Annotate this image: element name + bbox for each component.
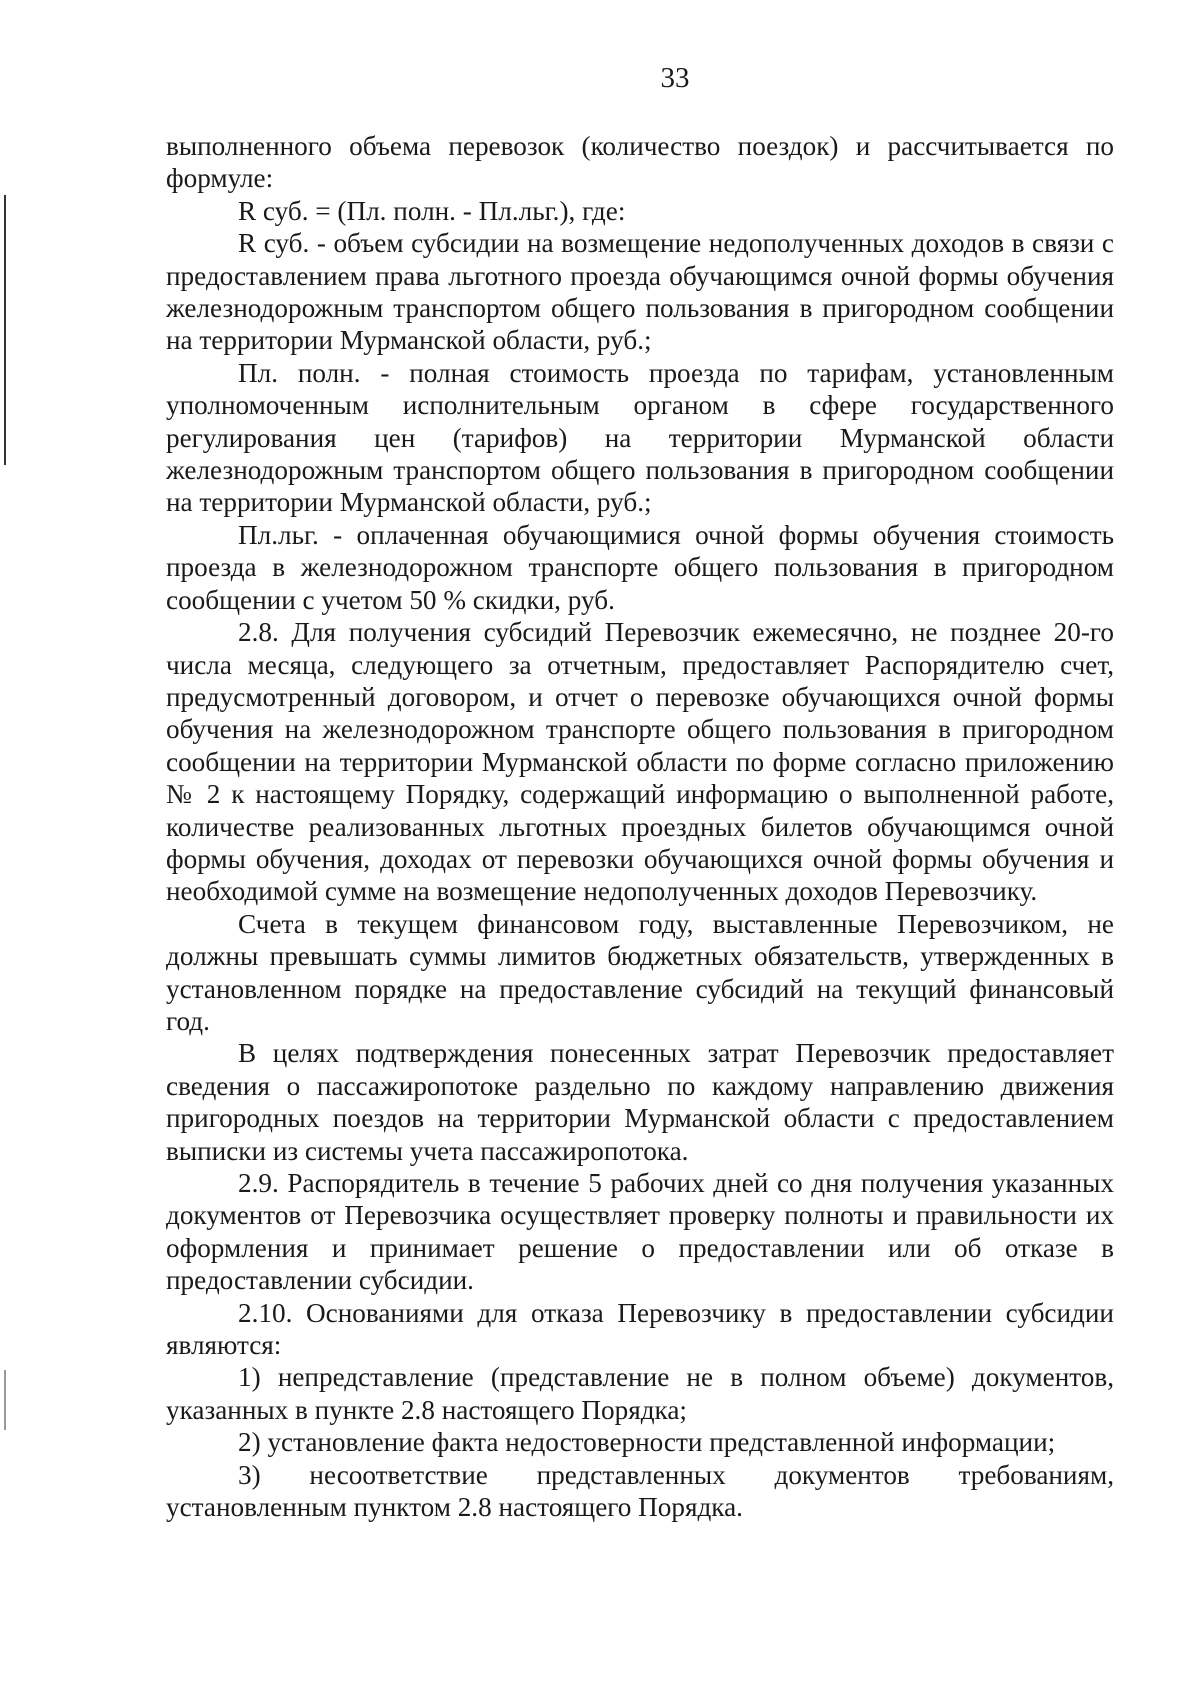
scan-edge-line <box>4 195 6 465</box>
list-item: 3) несоответствие представленных документов требованиям, установленным пунктом 2.8 настоящего Порядка. <box>166 1459 1114 1523</box>
document-body <box>166 130 1114 1523</box>
paragraph: В целях подтверждения понесенных затрат Перевозчик предоставляет сведения о пассажиропотоке раздельно по каждому направлению движения пригородных поездов на территории Мурманской области с предоставлением выписки из системы учета пассажиропотока. <box>166 1038 1114 1166</box>
paragraph: 2.10. Основаниями для отказа Перевозчику в предоставлении субсидии являются: <box>166 1297 1114 1361</box>
paragraph: 2.8. Для получения субсидий Перевозчик ежемесячно, не позднее 20-го числа месяца, следующего за отчетным, предоставляет Распорядителю счет, предусмотренный договором, и отчет о перевозке обучающихся очной формы обучения на железнодорожном транспорте общего пользования в пригородном сообщении на территории Мурманской области по форме согласно приложению № 2 к настоящему Порядку, содержащий информацию о выполненной работе, количестве реализованных льготных проездных билетов обучающимся очной формы обучения, доходах от перевозки обучающихся очной формы обучения и необходимой сумме на возмещение недополученных доходов Перевозчику. <box>166 617 1114 907</box>
page-number: 33 <box>660 62 690 94</box>
paragraph: R суб. - объем субсидии на возмещение недополученных доходов в связи с предоставлением права льготного проезда обучающимся очной формы обучения железнодорожным транспортом общего пользования в пригородном сообщении на территории Мурманской области, руб.; <box>166 228 1114 356</box>
scan-edge-line <box>4 1370 6 1430</box>
paragraph: выполненного объема перевозок (количество поездок) и рассчитывается по формуле: <box>166 131 1114 194</box>
paragraph: Пл. полн. - полная стоимость проезда по тарифам, установленным уполномоченным исполнительным органом в сфере государственного регулирования цен (тарифов) на территории Мурманской области железнодорожным транспортом общего пользования в пригородном сообщении на территории Мурманской области, руб.; <box>166 357 1114 518</box>
list-item: 2) установление факта недостоверности представленной информации; <box>238 1427 1056 1458</box>
list-item: 1) непредставление (представление не в полном объеме) документов, указанных в пункте 2.8 настоящего Порядка; <box>166 1362 1114 1425</box>
paragraph: Счета в текущем финансовом году, выставленные Перевозчиком, не должны превышать суммы лимитов бюджетных обязательств, утвержденных в установленном порядке на предоставление субсидий на текущий финансовый год. <box>166 908 1114 1036</box>
formula: R суб. = (Пл. полн. - Пл.льг.), где: <box>238 195 626 226</box>
paragraph: 2.9. Распорядитель в течение 5 рабочих дней со дня получения указанных документов от Перевозчика осуществляет проверку полноты и правильности их оформления и принимает решение о предоставлении или об отказе в предоставлении субсидии. <box>166 1168 1114 1296</box>
paragraph: Пл.льг. - оплаченная обучающимися очной формы обучения стоимость проезда в железнодорожном транспорте общего пользования в пригородном сообщении с учетом 50 % скидки, руб. <box>166 519 1114 615</box>
